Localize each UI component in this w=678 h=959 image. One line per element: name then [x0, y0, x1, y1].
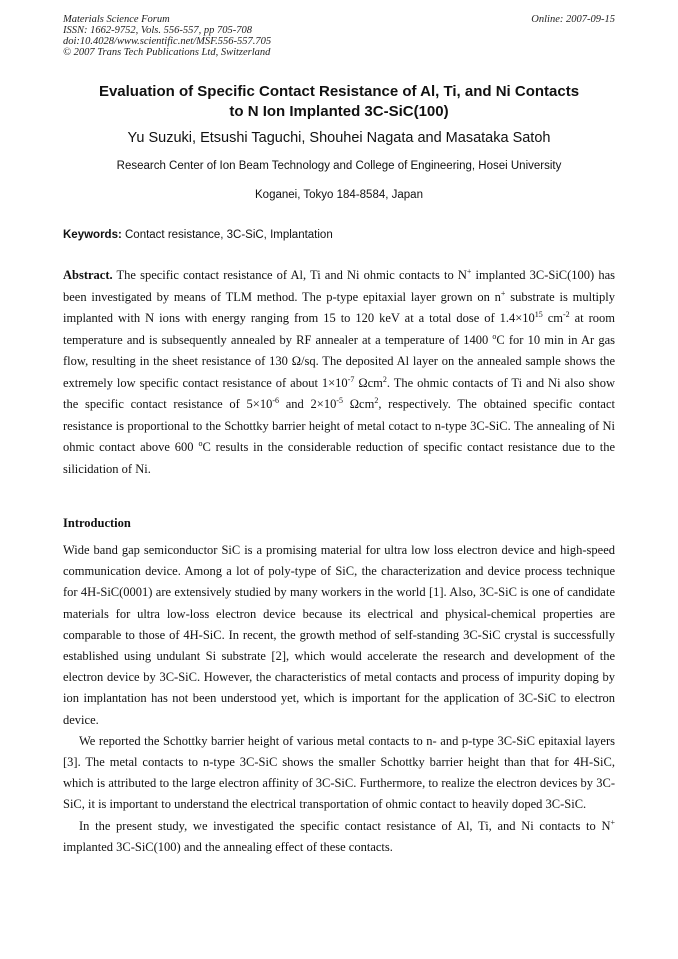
abstract-text: C for 10 min in Ar gas flow, resulting in the sheet resistance of 130 Ω/sq. The deposited Al layer on the annealed sample shows the extremely low specific contact resistance of about 1×10 — [63, 332, 616, 390]
copyright-line: © 2007 Trans Tech Publications Ltd, Switzerland — [63, 47, 271, 58]
abstract-text: substrate is multiply implanted with N ions with energy ranging from 15 to 120 keV at a total dose of 1.4×10 — [63, 289, 615, 325]
abstract-text: cm — [542, 311, 563, 325]
affiliation-institution: Research Center of Ion Beam Technology and College of Engineering, Hosei University — [116, 160, 562, 172]
superscript: o — [492, 331, 497, 341]
superscript: 2 — [374, 396, 379, 405]
abstract-text: . The ohmic contacts of Ti and Ni also show the specific contact resistance of 5×10 — [63, 375, 616, 411]
keywords-label: Keywords: — [63, 229, 122, 241]
online-date: Online: 2007-09-15 — [531, 14, 615, 25]
superscript: + — [610, 817, 615, 827]
paragraph-text: In the present study, we investigated the specific contact resistance of Al, Ti, and Ni contacts to N — [79, 818, 611, 833]
superscript: -6 — [272, 396, 280, 405]
superscript: -2 — [562, 310, 570, 319]
superscript: -7 — [347, 374, 355, 384]
authors: Yu Suzuki, Etsushi Taguchi, Shouhei Nagata and Masataka Satoh — [127, 130, 551, 146]
paragraph: We reported the Schottky barrier height of various metal contacts to n- and p-type 3C-SiC epitaxial layers [3]. The metal contacts to n-type 3C-SiC shows the smaller Schottky barrier height than that for 4H-SiC, which is attributed to the large electron affinity of 3C-SiC. Furthermore, to realize the electron devices by 3C-SiC, it is important to understand the electrical transportation of ohmic contact to heavily doped 3C-SiC. — [63, 733, 615, 812]
abstract-text: C results in the considerable reduction of specific contact resistance due to the silicidation of Ni. — [63, 440, 616, 476]
superscript: + — [500, 288, 506, 298]
abstract-label: Abstract. — [63, 268, 113, 282]
superscript: 2 — [382, 374, 387, 384]
paragraph-text: implanted 3C-SiC(100) and the annealing effect of these contacts. — [63, 839, 393, 854]
superscript: 15 — [534, 310, 543, 319]
journal-header — [63, 14, 615, 58]
section-heading-introduction: Introduction — [63, 516, 131, 530]
superscript: -5 — [336, 396, 344, 405]
issn-line: ISSN: 1662-9752, Vols. 556-557, pp 705-708 — [63, 25, 252, 36]
abstract — [63, 265, 615, 480]
title-line-1: Evaluation of Specific Contact Resistance of Al, Ti, and Ni Contacts — [98, 83, 580, 100]
abstract-text: at room temperature and is subsequently annealed by RF annealer at a temperature of 1400 — [63, 311, 615, 347]
doi-line: doi:10.4028/www.scientific.net/MSF.556-557.705 — [63, 36, 272, 47]
paragraph — [63, 816, 615, 858]
abstract-text: implanted 3C-SiC(100) has been investigated by means of TLM method. The p-type epitaxial layer grown on n — [63, 268, 615, 304]
journal-name: Materials Science Forum — [63, 14, 170, 25]
abstract-text: , respectively. The obtained specific contact resistance is proportional to the Schottky barrier height of metal cotact to n-type 3C-SiC. The annealing of Ni ohmic contact above 600 — [63, 397, 615, 454]
paragraph: Wide band gap semiconductor SiC is a promising material for ultra low loss electron device and high-speed communication device. Among a lot of poly-type of SiC, the characterization and device process technique for 4H-SiC(0001) are extensively studied by many workers in the world [1]. Also, 3C-SiC is one of candidate materials for ultra low-loss electron device because its electrical and physical-chemical properties are comparable to those of 4H-SiC. In recent, the growth method of self-standing 3C-SiC crystal is successfully established using undulant Si substrate [2], which would accelerate the research and development of the electron device by 3C-SiC. However, the characteristics of metal contacts and process of impurity doping by ion implantation has not been understood yet, which is important for the application of 3C-SiC to electron device. — [63, 543, 615, 727]
abstract-text: Ωcm — [343, 397, 375, 411]
superscript: + — [466, 267, 472, 276]
keywords-text: Contact resistance, 3C-SiC, Implantation — [121, 229, 333, 241]
introduction-body — [63, 540, 615, 858]
paper-title — [60, 82, 618, 122]
title-line-2: to N Ion Implanted 3C-SiC(100) — [229, 103, 449, 120]
abstract-text: The specific contact resistance of Al, Ti and Ni ohmic contacts to N — [112, 268, 467, 282]
abstract-text: Ωcm — [354, 375, 383, 390]
keywords — [63, 228, 615, 243]
superscript: o — [198, 439, 203, 448]
affiliation-address: Koganei, Tokyo 184-8584, Japan — [255, 189, 423, 201]
abstract-text: and 2×10 — [279, 397, 337, 411]
